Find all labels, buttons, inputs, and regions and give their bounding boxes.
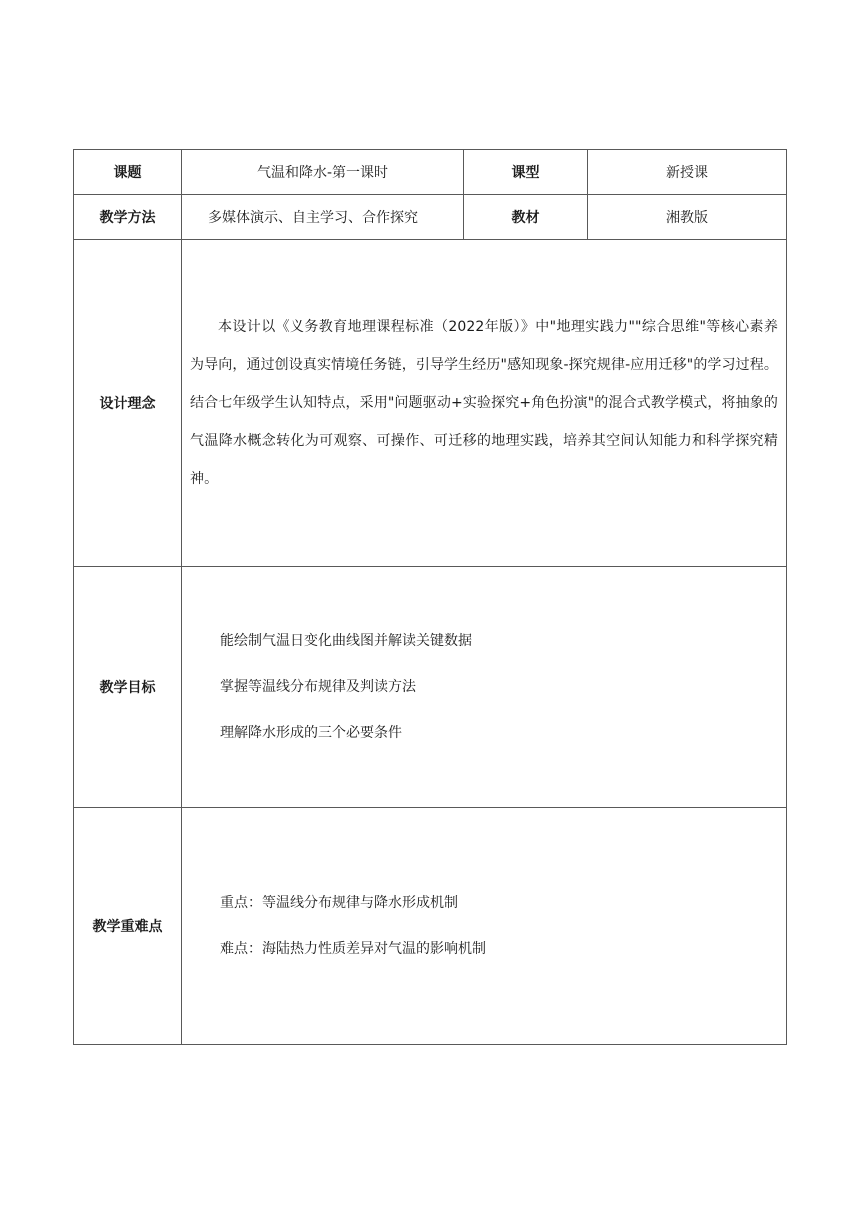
- table-row-topic: [74, 150, 787, 195]
- topic-value: 气温和降水-第一课时: [182, 150, 464, 195]
- list-item: 难点：海陆热力性质差异对气温的影响机制: [220, 941, 486, 957]
- method-label: 教学方法: [74, 195, 182, 240]
- table-row-method: [74, 195, 787, 240]
- list-item: 能绘制气温日变化曲线图并解读关键数据: [220, 633, 472, 649]
- goals-label: 教学目标: [74, 567, 182, 808]
- design-label: 设计理念: [74, 240, 182, 567]
- key-points-list: [182, 880, 786, 972]
- key-points-label: 教学重难点: [74, 808, 182, 1045]
- table-row-key-points: [74, 808, 787, 1045]
- list-item: 重点：等温线分布规律与降水形成机制: [220, 895, 458, 911]
- table-row-design: [74, 240, 787, 567]
- list-item: 理解降水形成的三个必要条件: [220, 725, 402, 741]
- goals-cell: [182, 567, 787, 808]
- goals-list: [182, 618, 786, 756]
- list-item: 掌握等温线分布规律及判读方法: [220, 679, 416, 695]
- design-cell: [182, 240, 787, 567]
- textbook-label: 教材: [464, 195, 588, 240]
- table-row-goals: [74, 567, 787, 808]
- lesson-type-value: 新授课: [588, 150, 787, 195]
- textbook-value: 湘教版: [588, 195, 787, 240]
- method-value: 多媒体演示、自主学习、合作探究: [182, 195, 464, 240]
- topic-label: 课题: [74, 150, 182, 195]
- lesson-type-label: 课型: [464, 150, 588, 195]
- lesson-plan-table: [73, 149, 787, 1045]
- design-paragraph: 本设计以《义务教育地理课程标准（2022年版）》中"地理实践力""综合思维"等核心素养为导向，通过创设真实情境任务链，引导学生经历"感知现象-探究规律-应用迁移"的学习过程。结合七年级学生认知特点，采用"问题驱动+实验探究+角色扮演"的混合式教学模式，将抽象的气温降水概念转化为可观察、可操作、可迁移的地理实践，培养其空间认知能力和科学探究精神。: [190, 319, 778, 487]
- key-points-cell: [182, 808, 787, 1045]
